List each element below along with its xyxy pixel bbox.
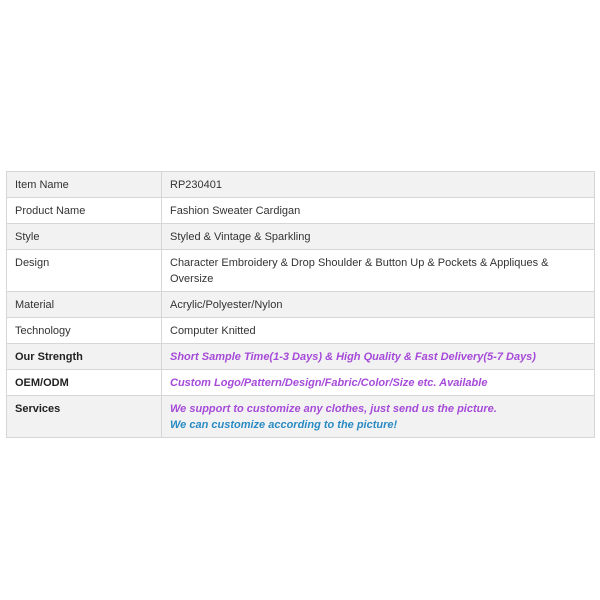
row-label: Our Strength — [7, 344, 162, 370]
table-row-material — [7, 292, 595, 318]
row-value: RP230401 — [162, 172, 595, 198]
row-label: Item Name — [7, 172, 162, 198]
services-text-line-1: We support to customize any clothes, just send us the picture. — [170, 403, 497, 415]
strength-text: Short Sample Time(1-3 Days) & High Quality & Fast Delivery(5-7 Days) — [170, 351, 536, 363]
product-spec-table — [6, 171, 595, 438]
row-value: Computer Knitted — [162, 318, 595, 344]
row-value — [162, 344, 595, 370]
table-row-technology — [7, 318, 595, 344]
row-value: Styled & Vintage & Sparkling — [162, 224, 595, 250]
row-label: Style — [7, 224, 162, 250]
row-label: OEM/ODM — [7, 370, 162, 396]
row-value — [162, 370, 595, 396]
table-row-services — [7, 396, 595, 438]
row-value: Character Embroidery & Drop Shoulder & Button Up & Pockets & Appliques & Oversize — [162, 250, 595, 292]
row-value: Acrylic/Polyester/Nylon — [162, 292, 595, 318]
row-label: Services — [7, 396, 162, 438]
table-row-design — [7, 250, 595, 292]
table-row-style — [7, 224, 595, 250]
row-label: Design — [7, 250, 162, 292]
oem-text: Custom Logo/Pattern/Design/Fabric/Color/Size etc. Available — [170, 377, 488, 389]
table-row-our-strength — [7, 344, 595, 370]
table-row-item-name — [7, 172, 595, 198]
services-text-line-2: We can customize according to the picture! — [170, 419, 398, 431]
row-value — [162, 396, 595, 438]
row-label: Product Name — [7, 198, 162, 224]
table-row-oem-odm — [7, 370, 595, 396]
table-row-product-name — [7, 198, 595, 224]
row-label: Technology — [7, 318, 162, 344]
row-label: Material — [7, 292, 162, 318]
row-value: Fashion Sweater Cardigan — [162, 198, 595, 224]
